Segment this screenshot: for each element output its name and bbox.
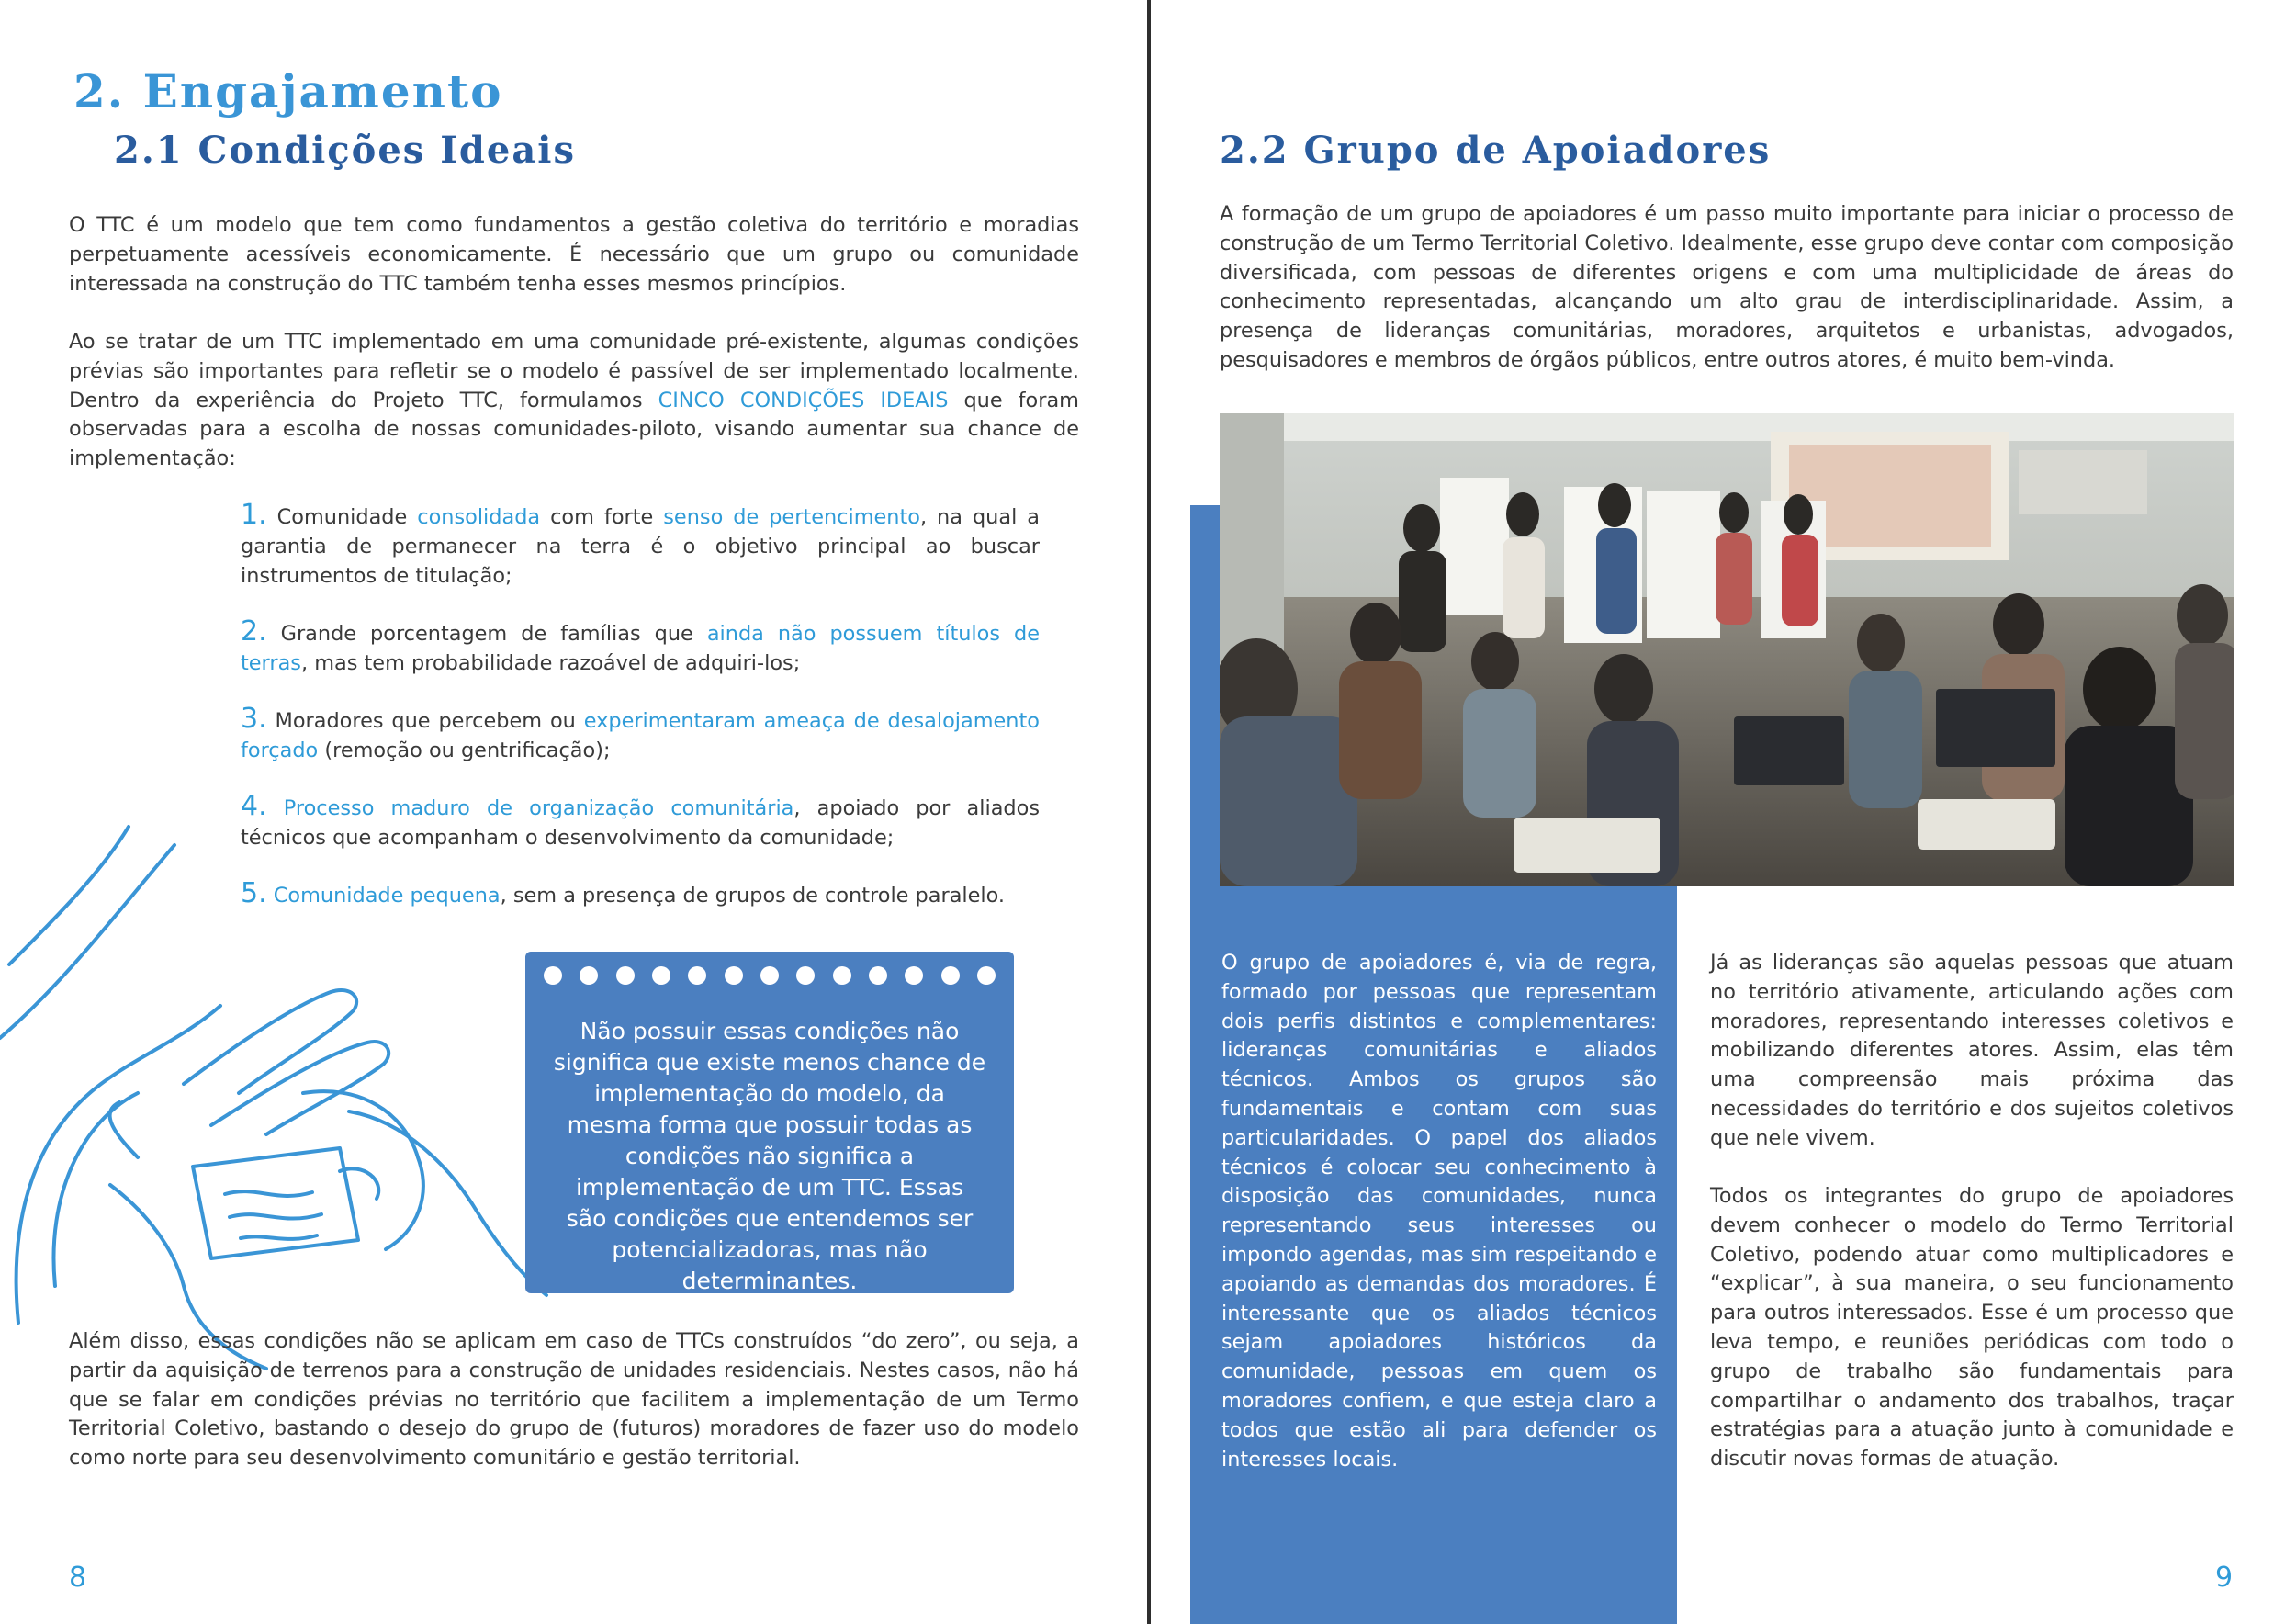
condition-item-4: 4. Processo maduro de organização comunitária, apoiado por aliados técnicos que acompanham o desenvolvimento da comunidade; <box>241 790 1040 850</box>
condition-item-3: 3. Moradores que percebem ou experimentaram ameaça de desalojamento forçado (remoção ou gentrificação); <box>241 703 1040 762</box>
workshop-photo-icon <box>1220 413 2234 886</box>
supporters-intro-paragraph: A formação de um grupo de apoiadores é um passo muito importante para iniciar o processo de construção de um Termo Territorial Coletivo. Idealmente, esse grupo deve contar com composição diversificada, com pessoas de diferentes origens e com uma multiplicidade de áreas do conhecimento representadas, alcançando um alto grau de interdisciplinaridade. Assim, a presença de lideranças comunitárias, moradores, arquitetos e urbanistas, advogados, pesquisadores e membros de órgãos públicos, entre outros atores, é muito bem-vinda. <box>1220 202 2234 372</box>
section-title-2-2: 2.2 Grupo de Apoiadores <box>1220 129 1772 172</box>
page-number-right: 9 <box>2215 1562 2234 1594</box>
item-number: 2. <box>241 615 267 648</box>
closing-paragraph: Além disso, essas condições não se aplicam em caso de TTCs construídos “do zero”, ou seja, a partir da aquisição de terrenos para a construção de unidades residenciais. Nestes casos, não há que se falar em condições prévias no território que facilitem a implementação de um Termo Territorial Coletivo, bastando o desejo do grupo de (futuros) moradores de fazer uso do modelo como norte para seu desenvolvimento comunitário e gestão territorial. <box>69 1329 1079 1471</box>
workshop-photo <box>1220 413 2234 886</box>
supporters-column-2b: Todos os integrantes do grupo de apoiadores devem conhecer o modelo do Termo Territorial Coletivo, podendo atuar como multiplicadores e “explicar”, à sua maneira, o seu funcionamento para outros interessados. Esse é um processo que leva tempo, e reuniões periódicas com todo o grupo de trabalho são fundamentais para compartilhar o andamento dos trabalhos, traçar estratégias para a atuação junto à comunidade e discutir novas formas de atuação. <box>1710 1184 2234 1472</box>
intro-paragraph-1: O TTC é um modelo que tem como fundamentos a gestão coletiva do território e moradias perpetuamente acessíveis economicamente. É necessário que um grupo ou comunidade interessada na construção do TTC também tenha esses mesmos princípios. <box>69 213 1079 296</box>
intro-text-a: Ao se tratar de um TTC implementado em uma comunidade pré-existente, algumas condições prévias são importantes para refletir se o modelo é passível de ser implementado localmente. Dentro da experiência do Projeto TTC, formulamos <box>69 330 1079 412</box>
item-number: 4. <box>241 790 267 822</box>
five-conditions-highlight: CINCO CONDIÇÕES IDEAIS <box>658 388 949 412</box>
item-number: 3. <box>241 703 267 735</box>
note-card <box>525 952 1014 1293</box>
intro-text-b: que foram observadas para a escolha de nossas comunidades-piloto, visando aumentar sua chance de implementação: <box>69 388 1079 471</box>
item-number: 5. <box>241 877 267 909</box>
book-spine <box>1147 0 1151 1624</box>
supporters-column-1: O grupo de apoiadores é, via de regra, formado por pessoas que representam dois perfis distintos e complementares: lideranças comunitárias e aliados técnicos. Ambos os grupos são fundamentais e contam com suas particularidades. O papel dos aliados técnicos é colocar seu conhecimento à disposição das comunidades, nunca representando seus interesses ou impondo agendas, mas sim respeitando e apoiando as demandas dos moradores. É interessante que os aliados técnicos sejam apoiadores históricos da comunidade, pessoas em quem os moradores confiem, e que esteja claro a todos que estão ali para defender os interesses locais. <box>1221 951 1657 1472</box>
note-binding-holes <box>544 966 996 985</box>
page-number-left: 8 <box>69 1562 87 1594</box>
condition-item-2: 2. Grande porcentagem de famílias que ainda não possuem títulos de terras, mas tem probabilidade razoável de adquiri-los; <box>241 615 1040 675</box>
note-text: Não possuir essas condições não significa que existe menos chance de implementação do modelo, da mesma forma que possuir todas as condições não significa a implementação de um TTC. Essas são condições que entendemos ser potencializadoras, mas não determinantes. <box>553 1018 986 1294</box>
chapter-title: 2. Engajamento <box>73 64 503 118</box>
item-number: 1. <box>241 499 267 531</box>
supporters-column-2a: Já as lideranças são aquelas pessoas que atuam no território ativamente, articulando ações com moradores, representando interesses coletivos e mobilizando diferentes atores. Assim, elas têm uma compreensão mais próxima das necessidades do território e dos sujeitos coletivos que nele vivem. <box>1710 951 2234 1150</box>
condition-item-5: 5. Comunidade pequena, sem a presença de grupos de controle paralelo. <box>241 877 1006 909</box>
section-title-2-1: 2.1 Condições Ideais <box>114 129 576 172</box>
intro-paragraph-2 <box>69 328 1079 474</box>
condition-item-1: 1. Comunidade consolidada com forte senso de pertencimento, na qual a garantia de permanecer na terra é o objetivo principal ao buscar instrumentos de titulação; <box>241 499 1041 588</box>
